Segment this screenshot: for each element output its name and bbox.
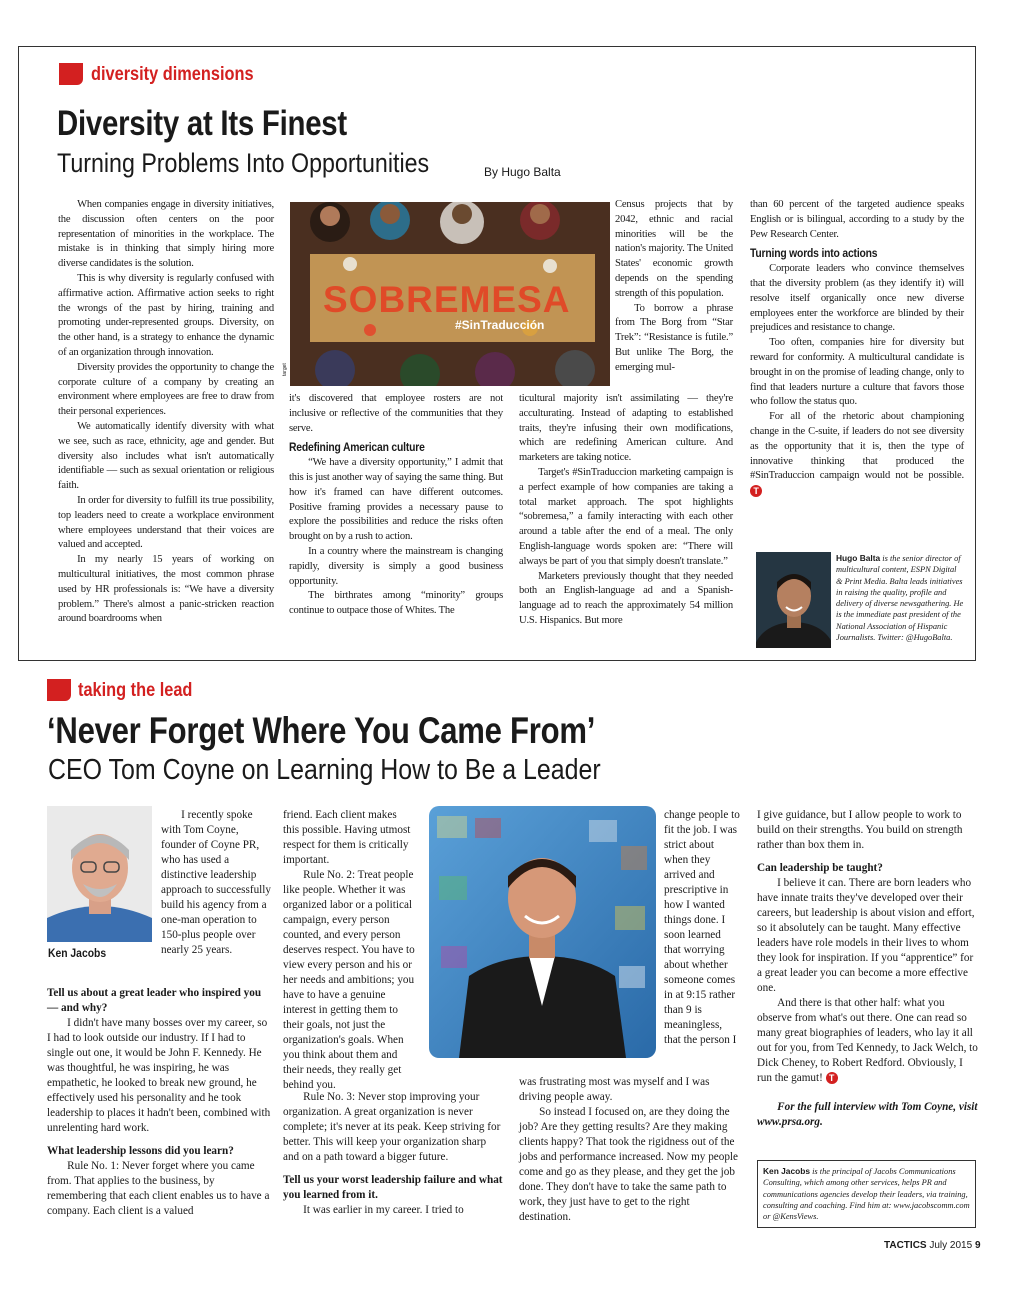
- photo-credit: target: [282, 363, 288, 376]
- paragraph: In a country where the mainstream is changing rapidly, diversity is simply a good business opportunity.: [289, 545, 503, 587]
- article2-column-2-mid: [283, 868, 415, 1093]
- sobremesa-illustration: [290, 202, 610, 386]
- article-subtitle: CEO Tom Coyne on Learning How to Be a Leader: [48, 754, 601, 786]
- article-subtitle: Turning Problems Into Opportunities: [57, 148, 430, 178]
- section-marker: [59, 63, 83, 85]
- paragraph: And there is that other half: what you observe from what's out there. One can read so many great biographies of leaders, who lay it all out for you, from Ted Kennedy, to Jack Welch, to Dick Cheney, to Robert Redford. Obviously, I run the gamut! T: [757, 997, 978, 1084]
- sobremesa-word: SOBREMESA: [323, 279, 571, 320]
- article1-column-4: [750, 198, 964, 499]
- full-interview-link[interactable]: For the full interview with Tom Coyne, visit www.prsa.org.: [757, 1101, 978, 1128]
- tactics-end-icon: T: [750, 485, 762, 497]
- paragraph: So instead I focused on, are they doing the job? Are they getting results? Are they making clients happy? That took the rigidness out of the jobs and performance increased. Now my people come and go as they please, and they get the job done. They don't have to take the same path to work, they just have to get to the right destination.: [519, 1106, 739, 1223]
- paragraph: Marketers previously thought that they needed both an English-language ad and a Spanish-language ad to reach the approximately 54 million U.S. Hispanics. But more: [519, 570, 733, 626]
- paragraph: In order for diversity to fulfill its true possibility, top leaders need to create a workplace environment where employees understand that their voices are valued and accepted.: [58, 494, 274, 551]
- paragraph: I didn't have many bosses over my career, so I had to look outside our industry. If I had to single out one, it would be John F. Kennedy. He was thoughtful, he was inspiring, he was empathetic, he looked to break new ground, he effectively used his personality and he took leadership to places it hadn't been, combined with unrelenting hard work.: [47, 1017, 271, 1134]
- author-bio-ken: Ken Jacobs is the principal of Jacobs Communications Consulting, which among other services, helps PR and communications agencies develop their leaders, via training, consulting and coaching. Find him at: www.jacobscomm.com or @KensViews.: [763, 1166, 970, 1222]
- paragraph: Rule No. 1: Never forget where you came from. That applies to the business, by remembering that each client enables us to have a company. Each client is a valued: [47, 1160, 270, 1217]
- article1-column-3-top: [615, 198, 733, 376]
- article1-column-2: [289, 392, 503, 619]
- paragraph: This is why diversity is regularly confused with affirmative action. Affirmative action seeks to right the wrongs of the past by hiring, training and promoting under-represented groups. Diversity, on the other hand, is a strategy to enhance the dynamic of an organization through innovation.: [58, 272, 274, 358]
- question: Can leadership be taught?: [757, 862, 883, 874]
- paragraph: I recently spoke with Tom Coyne, founder of Coyne PR, who has used a distinctive leadership approach to successfully build his agency from a one-man operation to 150-plus people over nearly 25 years.: [161, 809, 271, 956]
- question: What leadership lessons did you learn?: [47, 1145, 234, 1157]
- article-title: Diversity at Its Finest: [57, 104, 347, 143]
- sobremesa-photo: [290, 202, 610, 386]
- paragraph: I give guidance, but I allow people to work to build on their strengths. You build on strength rather than box them in.: [757, 809, 963, 851]
- paragraph: change people to fit the job. I was strict about when they arrived and prescriptive in how I wanted things done. I soon learned that worrying about whether someone comes in at 9:15 rather than 9 is meaningless, that the person I: [664, 809, 740, 1046]
- paragraph: Target's #SinTraduccion marketing campaign is a perfect example of how companies are taking a total market approach. The spot highlights “sobremesa,” a family interacting with each other around a table after the end of a meal. The only English-language words spoken are: “There will always be part of you that simply doesn't translate.”: [519, 466, 733, 567]
- paragraph: it's discovered that employee rosters are not inclusive or reflective of the communities that they serve.: [289, 393, 503, 434]
- paragraph: It was earlier in my career. I tried to: [303, 1204, 464, 1216]
- paragraph: In my nearly 15 years of working on multicultural initiatives, the most common phrase used by HR professionals is: “We have a diversity problem.” There's almost a panic-stricken reaction around boardrooms when: [58, 554, 274, 625]
- article2-column-2-bottom: [283, 1090, 503, 1218]
- article1-column-3: [519, 392, 733, 629]
- article1-column-1: [58, 198, 274, 627]
- subheading: Turning words into actions: [750, 248, 878, 261]
- article2-intro: [161, 808, 271, 958]
- author-caption: Ken Jacobs: [48, 948, 107, 960]
- article2-column-3: [519, 1075, 741, 1225]
- publication-name: TACTICS: [884, 1240, 927, 1251]
- section-label: diversity dimensions: [91, 64, 254, 85]
- photo-hashtag: #SinTraducción: [455, 318, 545, 332]
- author-photo-hugo: [756, 552, 831, 648]
- paragraph: For all of the rhetoric about championing change in the C-suite, if leaders do not see diversity as the opportunity that it is, then the type of innovative thinking that produced the #SinTraduccion campaign would not be possible. T: [750, 411, 964, 496]
- paragraph: Diversity provides the opportunity to change the corporate culture of a company by creating an environment where employees are free to draw from their personal experiences.: [58, 361, 274, 418]
- question: Tell us your worst leadership failure and what you learned from it.: [283, 1174, 503, 1201]
- paragraph: Too often, companies hire for diversity but reward for conformity. A multicultural candidate is brought in on the promise of leading change, only to find that leaders nurture a culture that favors those who follow the status quo.: [750, 337, 964, 408]
- question: Tell us about a great leader who inspired you — and why?: [47, 987, 262, 1014]
- article2-column-2-top: [283, 808, 413, 868]
- paragraph: When companies engage in diversity initiatives, the discussion often centers on the poor representation of minorities in the workplace. The mistake is in thinking that simply hiring more diverse candidates is the solution.: [58, 199, 274, 270]
- author-bio-hugo: Hugo Balta is the senior director of multicultural content, ESPN Digital & Print Media. Balta leads initiatives in raising the quality, profile and delivery of diverse newsgathering. He is the immediate past president of the National Association of Hispanic Journalists. Twitter: @HugoBalta.: [836, 553, 964, 643]
- section-marker: [47, 679, 71, 701]
- paragraph: Rule No. 2: Treat people like people. Whether it was organized labor or a political campaign, every person counted, and every person deserves respect. You have to view every person and his or her needs and ambitions; you have to have a genuine interest in getting them to their goals, not just the organization's goals. When you think about them and their needs, they really get behind you.: [283, 869, 415, 1091]
- paragraph: Corporate leaders who convince themselves that the diversity problem (as they identify it) will resolve itself organically once new diverse employees enter the workforce are blinded by their prejudices and resistance to change.: [750, 263, 964, 334]
- paragraph: ticultural majority isn't assimilating — they're acculturating. Instead of adapting to established traits, they're infusing their own modifications, which are redefining American culture. And marketers are taking notice.: [519, 393, 733, 464]
- paragraph: “We have a diversity opportunity,” I admit that this is just another way of saying the same thing. But how it's framed can have different outcomes. Positive framing provides a necessary pause to explore the possibilities and reduce the risks often brought on by a rush to action.: [289, 457, 503, 543]
- paragraph: than 60 percent of the targeted audience speaks English or is bilingual, according to a study by the Pew Research Center.: [750, 199, 964, 240]
- section-label: taking the lead: [78, 680, 193, 701]
- paragraph: I believe it can. There are born leaders who have innate traits they've developed over their careers, but leadership is about vision and effort, so it absolutely can be taught. Many effective leaders have role models in their lives to whom they look for inspiration. If you “apprentice” for a great leader you can become a more effective one.: [757, 877, 975, 994]
- paragraph: The birthrates among “minority” groups continue to outpace those of Whites. The: [289, 590, 503, 617]
- paragraph: Rule No. 3: Never stop improving your organization. A great organization is never complete; it's never at its peak. Keep striving for better. This will keep your organization sharp and on a path toward a bigger future.: [283, 1091, 501, 1163]
- paragraph: Census projects that by 2042, ethnic and racial minorities will be the nation's majority. The United States' economic growth depends on the spending strength of this population.: [615, 199, 733, 299]
- paragraph: was frustrating most was myself and I was driving people away.: [519, 1076, 710, 1103]
- article2-column-4: [757, 808, 979, 1130]
- page-footer: [884, 1240, 981, 1251]
- article2-column-3-top: [664, 808, 740, 1048]
- paragraph: We automatically identify diversity with what we see, such as race, ethnicity, age and gender. But diversity also includes what isn't automatically identifiable — such as sexual orientation or religious faith.: [58, 420, 274, 492]
- issue-date: July 2015: [929, 1240, 973, 1251]
- tom-coyne-photo: [429, 806, 656, 1058]
- article2-column-1: [47, 986, 271, 1219]
- article-title: ‘Never Forget Where You Came From’: [47, 710, 596, 751]
- paragraph: To borrow a phrase from The Borg from “Star Trek”: “Resistance is futile.” But unlike The Borg, the emerging mul-: [615, 302, 733, 373]
- author-photo-ken: [47, 806, 152, 942]
- page-number: 9: [974, 1240, 981, 1251]
- subheading: Redefining American culture: [289, 442, 425, 455]
- tactics-end-icon: T: [826, 1072, 838, 1084]
- byline: By Hugo Balta: [484, 165, 561, 179]
- paragraph: friend. Each client makes this possible. Having utmost respect for them is critically important.: [283, 809, 411, 866]
